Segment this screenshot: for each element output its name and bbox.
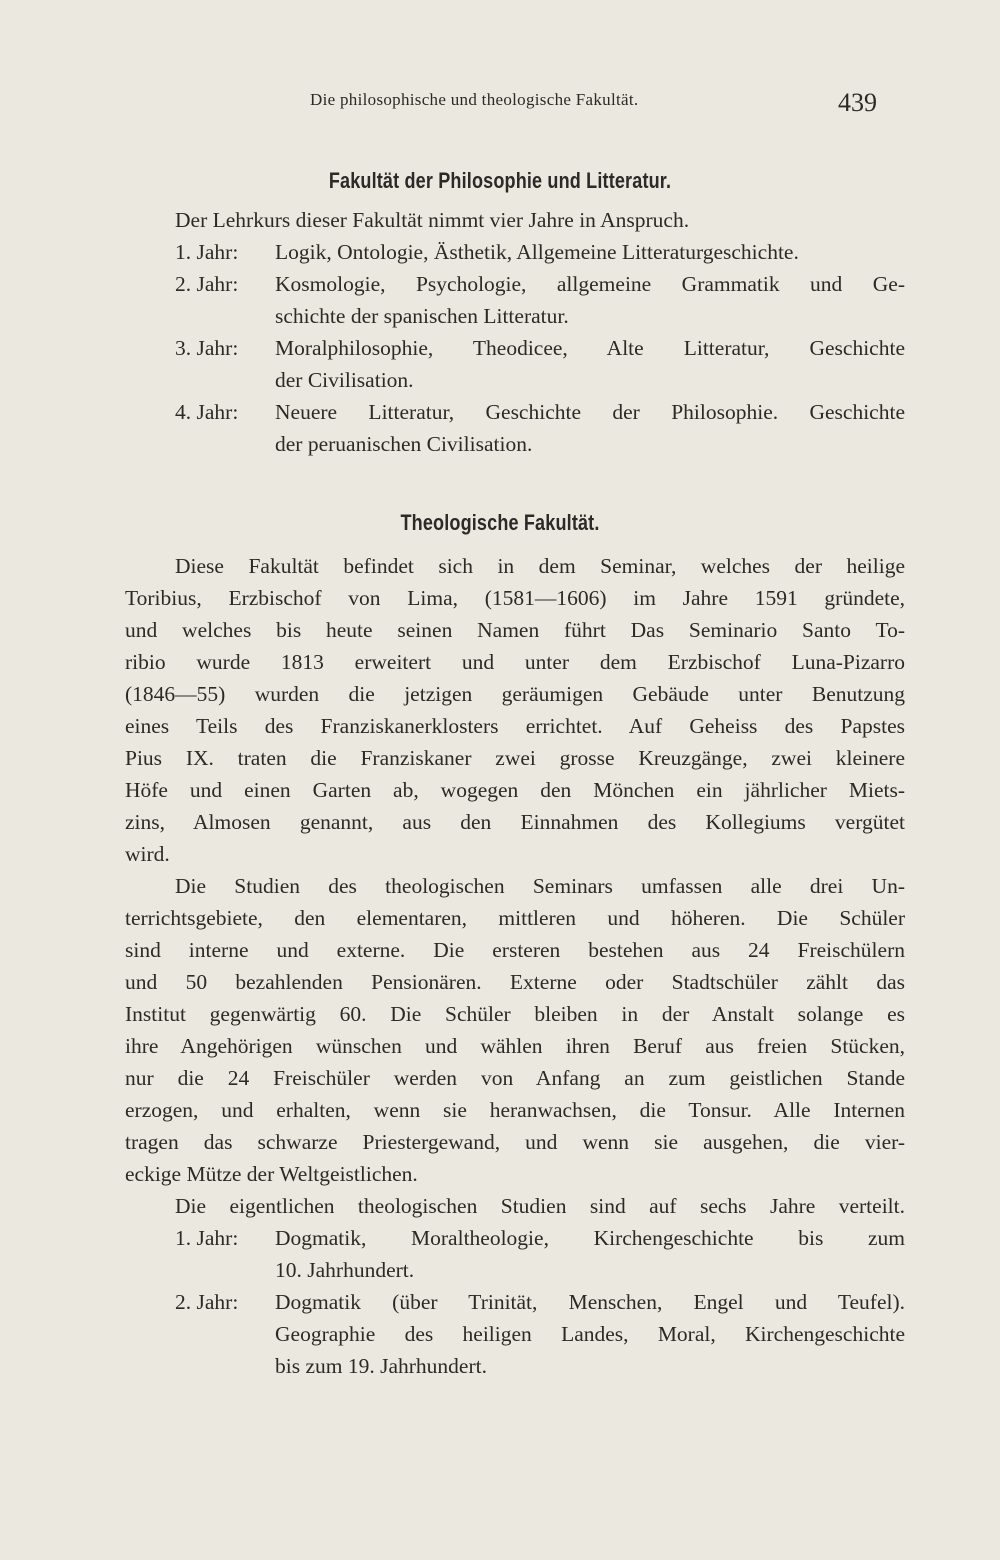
year-line: Dogmatik, Moraltheologie, Kirchengeschichte bis zum	[275, 1226, 905, 1250]
paragraph-line: und 50 bezahlenden Pensionären. Externe oder Stadtschüler zählt das	[125, 970, 905, 994]
paragraph-line: Die Studien des theologischen Seminars umfassen alle drei Un-	[175, 874, 905, 898]
paragraph-line: zins, Almosen genannt, aus den Einnahmen des Kollegiums vergütet	[125, 810, 905, 834]
year-line: Neuere Litteratur, Geschichte der Philosophie. Geschichte	[275, 400, 905, 424]
year-label: 4. Jahr:	[175, 400, 239, 424]
year-line: der peruanischen Civilisation.	[275, 432, 533, 456]
paragraph-line: erzogen, und erhalten, wenn sie heranwachsen, die Tonsur. Alle Internen	[125, 1098, 905, 1122]
year-label: 1. Jahr:	[175, 240, 239, 264]
year-line: schichte der spanischen Litteratur.	[275, 304, 569, 328]
paragraph-line: terrichtsgebiete, den elementaren, mittleren und höheren. Die Schüler	[125, 906, 905, 930]
paragraph-line: sind interne und externe. Die ersteren bestehen aus 24 Freischülern	[125, 938, 905, 962]
year-line: der Civilisation.	[275, 368, 414, 392]
paragraph-line: Toribius, Erzbischof von Lima, (1581—1606) im Jahre 1591 gründete,	[125, 586, 905, 610]
running-head: Die philosophische und theologische Fakultät.	[310, 90, 639, 109]
paragraph-line: Die eigentlichen theologischen Studien sind auf sechs Jahre verteilt.	[175, 1194, 905, 1218]
paragraph-line: ribio wurde 1813 erweitert und unter dem Erzbischof Luna-Pizarro	[125, 650, 905, 674]
paragraph-line: Pius IX. traten die Franziskaner zwei grosse Kreuzgänge, zwei kleinere	[125, 746, 905, 770]
paragraph-line: Institut gegenwärtig 60. Die Schüler bleiben in der Anstalt solange es	[125, 1002, 905, 1026]
page-number: 439	[838, 88, 877, 117]
year-label: 3. Jahr:	[175, 336, 239, 360]
paragraph-line: eckige Mütze der Weltgeistlichen.	[125, 1162, 418, 1186]
section-heading-theology: Theologische Fakultät.	[400, 510, 600, 535]
year-label: 2. Jahr:	[175, 1290, 239, 1314]
paragraph-line: und welches bis heute seinen Namen führt Das Seminario Santo To-	[125, 618, 905, 642]
paragraph-line: ihre Angehörigen wünschen und wählen ihren Beruf aus freien Stücken,	[125, 1034, 905, 1058]
year-line: 10. Jahrhundert.	[275, 1258, 415, 1282]
year-line: Moralphilosophie, Theodicee, Alte Litteratur, Geschichte	[275, 336, 905, 360]
year-line: Geographie des heiligen Landes, Moral, Kirchengeschichte	[275, 1322, 905, 1346]
paragraph-line: Diese Fakultät befindet sich in dem Seminar, welches der heilige	[175, 554, 905, 578]
year-line: Kosmologie, Psychologie, allgemeine Grammatik und Ge-	[275, 272, 905, 296]
paragraph-line: (1846—55) wurden die jetzigen geräumigen Gebäude unter Benutzung	[125, 682, 905, 706]
paragraph-line: nur die 24 Freischüler werden von Anfang an zum geistlichen Stande	[125, 1066, 905, 1090]
year-line: Dogmatik (über Trinität, Menschen, Engel und Teufel).	[275, 1290, 905, 1314]
year-line: bis zum 19. Jahrhundert.	[275, 1354, 487, 1378]
paragraph-line: Höfe und einen Garten ab, wogegen den Mönchen ein jährlicher Miets-	[125, 778, 905, 802]
year-label: 2. Jahr:	[175, 272, 239, 296]
intro-line: Der Lehrkurs dieser Fakultät nimmt vier Jahre in Anspruch.	[175, 208, 690, 232]
paragraph-line: tragen das schwarze Priestergewand, und wenn sie ausgehen, die vier-	[125, 1130, 905, 1154]
paragraph-line: eines Teils des Franziskanerklosters errichtet. Auf Geheiss des Papstes	[125, 714, 905, 738]
paragraph-line: wird.	[125, 842, 170, 866]
section-heading-philosophy: Fakultät der Philosophie und Litteratur.	[328, 168, 672, 193]
year-label: 1. Jahr:	[175, 1226, 239, 1250]
year-line: Logik, Ontologie, Ästhetik, Allgemeine Litteraturgeschichte.	[275, 240, 799, 264]
